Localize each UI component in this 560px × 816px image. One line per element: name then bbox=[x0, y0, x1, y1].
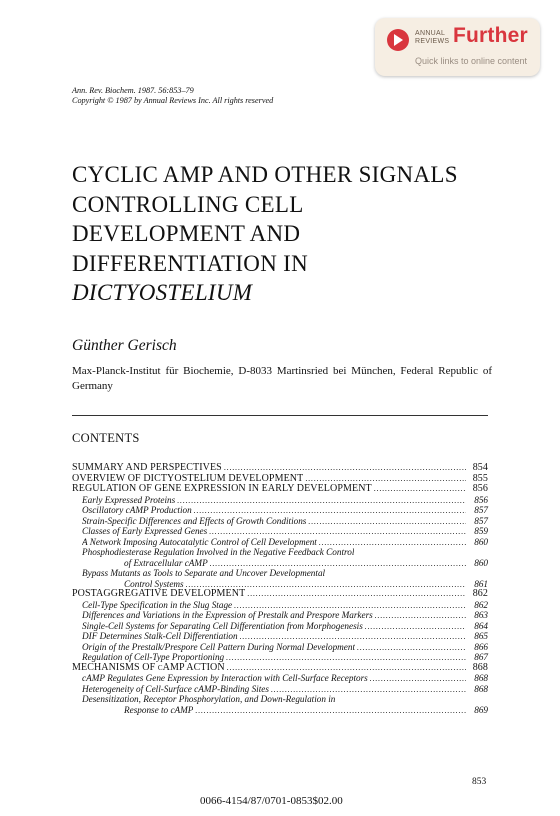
toc-leader-dots bbox=[374, 484, 466, 495]
author-affiliation: Max-Planck-Institut für Biochemie, D-8033 Martinsried bei München, Federal Republic of Germany bbox=[72, 365, 492, 392]
toc-entry[interactable] bbox=[72, 600, 488, 611]
toc-entry-page: 854 bbox=[472, 462, 488, 473]
toc-entry-page: 860 bbox=[474, 536, 488, 547]
toc-entry-title: Origin of the Prestalk/Prespore Cell Pattern During Normal Development bbox=[82, 641, 356, 652]
toc-entry-title: cAMP Regulates Gene Expression by Interaction with Cell-Surface Receptors bbox=[82, 673, 368, 683]
toc-entry[interactable] bbox=[72, 547, 488, 558]
toc-entry-page: 859 bbox=[474, 526, 488, 536]
toc-entry[interactable] bbox=[72, 474, 488, 485]
section-divider bbox=[72, 415, 488, 416]
toc-entry-page: 868 bbox=[472, 661, 488, 673]
toc-entry-title: A Network Imposing Autocatalytic Control of Cell Development bbox=[82, 536, 317, 547]
toc-entry[interactable] bbox=[72, 652, 488, 663]
toc-entry-title: OVERVIEW OF DICTYOSTELIUM DEVELOPMENT bbox=[72, 473, 304, 484]
toc-entry[interactable] bbox=[72, 684, 488, 695]
title-line: DEVELOPMENT AND bbox=[72, 221, 301, 246]
toc-entry-title: SUMMARY AND PERSPECTIVES bbox=[72, 463, 222, 473]
toc-leader-dots bbox=[224, 463, 466, 474]
toc-entry-page: 861 bbox=[474, 578, 488, 589]
article-title bbox=[72, 160, 458, 308]
toc-entry[interactable] bbox=[72, 621, 488, 632]
title-line: DICTYOSTELIUM bbox=[72, 280, 253, 305]
toc-entry-page: 862 bbox=[472, 588, 488, 599]
toc-entry[interactable] bbox=[72, 631, 488, 642]
toc-entry[interactable] bbox=[72, 663, 488, 674]
toc-entry-title: Single-Cell Systems for Separating Cell Differentiation from Morphogenesis bbox=[82, 620, 363, 631]
title-line: DIFFERENTIATION IN bbox=[72, 250, 309, 276]
journal-citation: Ann. Rev. Biochem. 1987. 56:853–79 bbox=[72, 86, 194, 95]
toc-entry[interactable] bbox=[72, 558, 488, 569]
toc-entry-page: 856 bbox=[472, 483, 488, 494]
toc-entry-title: Cell-Type Specification in the Slug Stage bbox=[82, 599, 233, 610]
toc-entry-title: POSTAGGREGATIVE DEVELOPMENT bbox=[72, 589, 246, 599]
toc-entry-title: REGULATION OF GENE EXPRESSION IN EARLY DEVELOPMENT bbox=[72, 484, 372, 494]
toc-entry-page: 857 bbox=[474, 515, 488, 526]
toc-entry-title: Response to cAMP bbox=[124, 704, 194, 715]
toc-entry-page: 869 bbox=[474, 704, 488, 715]
toc-entry-page: 862 bbox=[474, 599, 488, 610]
toc-entry-title: Desensitization, Receptor Phosphorylation, and Down-Regulation in bbox=[82, 694, 336, 704]
toc-entry-title: Classes of Early Expressed Genes bbox=[82, 526, 208, 536]
toc-entry[interactable] bbox=[72, 673, 488, 684]
toc-entry-title: Control Systems bbox=[124, 578, 184, 589]
further-label: Further bbox=[453, 24, 528, 47]
toc-entry[interactable] bbox=[72, 705, 488, 716]
toc-entry-page: 863 bbox=[474, 610, 488, 620]
toc-entry-page: 867 bbox=[474, 652, 488, 662]
toc-entry[interactable] bbox=[72, 537, 488, 548]
toc-entry-page: 857 bbox=[474, 505, 488, 515]
toc-entry-title: Heterogeneity of Cell-Surface cAMP-Binding Sites bbox=[82, 683, 269, 694]
contents-heading: CONTENTS bbox=[72, 431, 140, 445]
quick-links-link[interactable]: Quick links to online content bbox=[415, 56, 528, 66]
toc-entry[interactable] bbox=[72, 526, 488, 537]
toc-entry[interactable] bbox=[72, 579, 488, 590]
toc-entry-page: 868 bbox=[474, 673, 488, 683]
toc-entry[interactable] bbox=[72, 463, 488, 474]
toc-entry[interactable] bbox=[72, 589, 488, 600]
issn-code: 0066-4154/87/0701-0853$02.00 bbox=[200, 795, 343, 807]
toc-leader-dots bbox=[227, 663, 466, 674]
author-name: Günther Gerisch bbox=[72, 337, 177, 354]
toc-entry-page: 865 bbox=[474, 631, 488, 641]
toc-entry-title: MECHANISMS OF cAMP ACTION bbox=[72, 662, 225, 673]
toc-entry-page: 866 bbox=[474, 641, 488, 652]
title-line: CONTROLLING CELL bbox=[72, 191, 304, 217]
toc-entry-title: Strain-Specific Differences and Effects of Growth Conditions bbox=[82, 515, 307, 526]
toc-entry-title: Early Expressed Proteins bbox=[82, 494, 176, 505]
table-of-contents bbox=[72, 463, 488, 715]
toc-entry-page: 864 bbox=[474, 620, 488, 631]
toc-entry[interactable] bbox=[72, 610, 488, 621]
toc-entry-title: Bypass Mutants as Tools to Separate and Uncover Developmental bbox=[82, 568, 326, 578]
toc-entry[interactable] bbox=[72, 642, 488, 653]
toc-entry-page: 855 bbox=[472, 472, 488, 484]
journal-header bbox=[72, 86, 273, 106]
page-number: 853 bbox=[472, 777, 487, 787]
toc-entry-page: 856 bbox=[474, 494, 488, 505]
toc-entry-title: Differences and Variations in the Expression of Prestalk and Prespore Markers bbox=[82, 610, 373, 620]
toc-entry-title: Oscillatory cAMP Production bbox=[82, 505, 192, 515]
toc-entry[interactable] bbox=[72, 516, 488, 527]
further-badge[interactable] bbox=[375, 18, 540, 76]
toc-entry[interactable] bbox=[72, 495, 488, 506]
copyright-line: Copyright © 1987 by Annual Reviews Inc. All rights reserved bbox=[72, 96, 274, 105]
toc-entry[interactable] bbox=[72, 505, 488, 516]
toc-entry-title: DIF Determines Stalk-Cell Differentiation bbox=[82, 631, 238, 641]
toc-leader-dots bbox=[305, 474, 466, 485]
toc-entry[interactable] bbox=[72, 484, 488, 495]
annual-reviews-logo-icon bbox=[387, 29, 409, 51]
toc-entry-title: Regulation of Cell-Type Proportioning bbox=[82, 652, 225, 662]
toc-leader-dots bbox=[247, 589, 466, 600]
toc-leader-dots bbox=[195, 705, 466, 717]
toc-entry-page: 860 bbox=[474, 557, 488, 568]
toc-entry-title: Phosphodiesterase Regulation Involved in the Negative Feedback Control bbox=[82, 547, 355, 557]
toc-entry[interactable] bbox=[72, 568, 488, 579]
toc-entry-title: of Extracellular cAMP bbox=[124, 557, 208, 568]
title-line: CYCLIC AMP AND OTHER SIGNALS bbox=[72, 162, 458, 187]
annual-reviews-wordmark: ANNUAL REVIEWS bbox=[415, 30, 450, 45]
toc-entry-page: 868 bbox=[474, 683, 488, 694]
toc-entry[interactable] bbox=[72, 694, 488, 705]
